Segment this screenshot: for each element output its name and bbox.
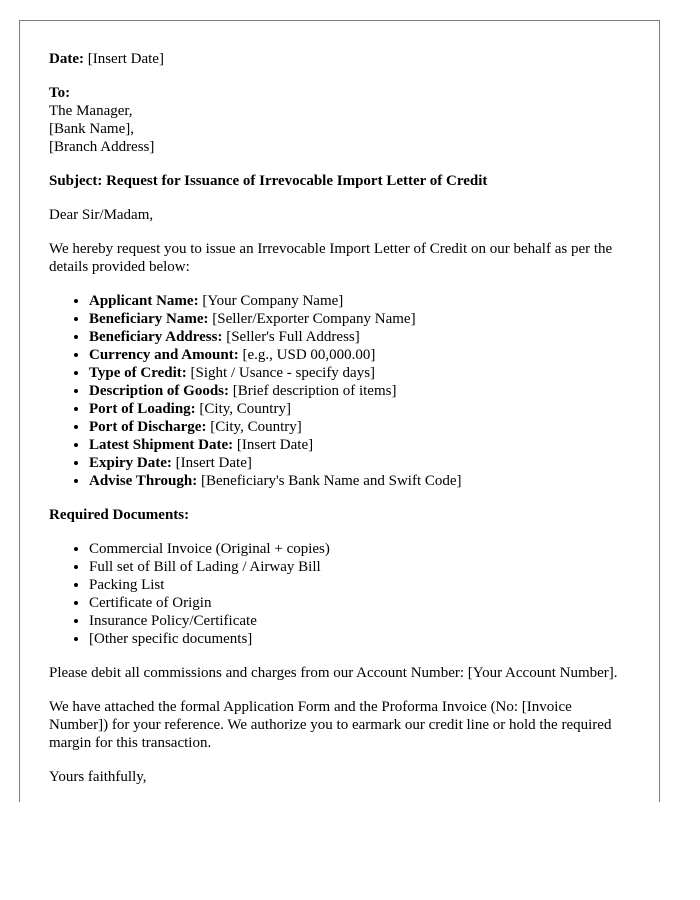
list-item bbox=[89, 292, 630, 310]
details-list bbox=[49, 292, 630, 490]
list-item bbox=[89, 454, 630, 472]
list-item bbox=[89, 364, 630, 382]
letter-page bbox=[19, 20, 660, 802]
list-item bbox=[89, 310, 630, 328]
debit-paragraph: Please debit all commissions and charges from our Account Number: [Your Account Number]. bbox=[49, 665, 618, 681]
detail-value: [Beneficiary's Bank Name and Swift Code] bbox=[200, 473, 462, 489]
documents-heading bbox=[49, 506, 630, 524]
list-item bbox=[89, 436, 630, 454]
detail-value: [Seller/Exporter Company Name] bbox=[212, 311, 416, 327]
detail-value: [Sight / Usance - specify days] bbox=[190, 365, 376, 381]
list-item: • Full set of Bill of Lading / Airway Bill bbox=[89, 558, 630, 576]
detail-label: Latest Shipment Date: bbox=[89, 437, 234, 453]
subject-text: Subject: Request for Issuance of Irrevocable Import Letter of Credit bbox=[49, 173, 488, 189]
attachment-paragraph: We have attached the formal Application Form and the Proforma Invoice (No: [Invoice Number]) for your reference. We authorize you to earmark our credit line or hold the required margin for this transaction. bbox=[49, 699, 612, 751]
detail-label: Applicant Name: bbox=[89, 293, 199, 309]
detail-value: [Insert Date] bbox=[175, 455, 252, 471]
list-item: • Packing List bbox=[89, 576, 630, 594]
detail-label: Expiry Date: bbox=[89, 455, 172, 471]
list-item bbox=[89, 400, 630, 418]
list-item bbox=[89, 346, 630, 364]
date-line bbox=[49, 50, 630, 68]
detail-value: [Brief description of items] bbox=[232, 383, 397, 399]
detail-label: Port of Loading: bbox=[89, 401, 196, 417]
intro-paragraph: We hereby request you to issue an Irrevocable Import Letter of Credit on our behalf as per the details provided below: bbox=[49, 241, 613, 275]
detail-label: Currency and Amount: bbox=[89, 347, 239, 363]
detail-label: Beneficiary Address: bbox=[89, 329, 223, 345]
documents-heading-text: Required Documents: bbox=[49, 507, 190, 523]
detail-value: [e.g., USD 00,000.00] bbox=[242, 347, 376, 363]
detail-value: [City, Country] bbox=[210, 419, 302, 435]
detail-label: Beneficiary Name: bbox=[89, 311, 209, 327]
list-item: • [Other specific documents] bbox=[89, 630, 630, 648]
subject-line bbox=[49, 172, 630, 190]
detail-value: [Seller's Full Address] bbox=[226, 329, 360, 345]
detail-label: Type of Credit: bbox=[89, 365, 187, 381]
detail-value: [Insert Date] bbox=[236, 437, 314, 453]
recipient-line-manager: The Manager, bbox=[49, 103, 133, 119]
list-item bbox=[89, 472, 630, 490]
detail-label: Description of Goods: bbox=[89, 383, 229, 399]
date-value: [Insert Date] bbox=[87, 51, 164, 67]
recipient-label: To: bbox=[49, 85, 71, 101]
list-item bbox=[89, 418, 630, 436]
salutation: Dear Sir/Madam, bbox=[49, 207, 154, 223]
documents-list bbox=[49, 540, 630, 648]
list-item: • Insurance Policy/Certificate bbox=[89, 612, 630, 630]
recipient-line-bank: [Bank Name], bbox=[49, 121, 134, 137]
list-item: • Commercial Invoice (Original + copies) bbox=[89, 540, 630, 558]
date-label: Date: bbox=[49, 51, 84, 67]
detail-label: Port of Discharge: bbox=[89, 419, 207, 435]
recipient-block bbox=[49, 84, 630, 156]
list-item bbox=[89, 328, 630, 346]
list-item bbox=[89, 382, 630, 400]
detail-value: [City, Country] bbox=[199, 401, 291, 417]
detail-value: [Your Company Name] bbox=[202, 293, 344, 309]
detail-label: Advise Through: bbox=[89, 473, 198, 489]
recipient-line-branch: [Branch Address] bbox=[49, 139, 155, 155]
closing: Yours faithfully, bbox=[49, 769, 147, 785]
list-item: • Certificate of Origin bbox=[89, 594, 630, 612]
